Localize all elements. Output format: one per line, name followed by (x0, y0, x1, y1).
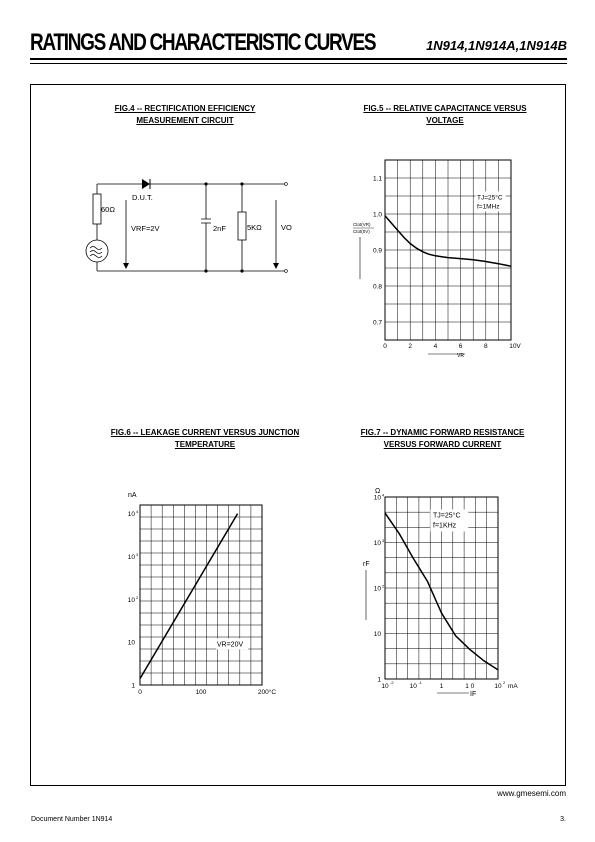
label-load: 5KΩ (247, 223, 262, 232)
fig6-caption-line2: TEMPERATURE (174, 440, 236, 449)
fig5-y-axis-label-bottom: Ctot(0V) (353, 229, 370, 234)
fig5-annotation-line2: f=1MHz (476, 203, 500, 211)
fig6-y-tick-label: 1 (131, 682, 135, 690)
fig7-y-tick-exponent: 4 (382, 492, 385, 498)
fig7-unit-label: Ω (375, 488, 381, 495)
fig5-y-tick-label: 0.7 (372, 319, 382, 327)
fig5-x-tick-label: 0 (383, 343, 387, 350)
fig5-y-tick-label: 0.9 (372, 247, 382, 255)
footer-document-number: Document Number 1N914 (31, 816, 113, 823)
part-numbers: 1N914,1N914A,1N914B (426, 38, 567, 53)
footer-page-number: 3. (560, 816, 566, 823)
fig7-x-tick-label: 10 (494, 683, 502, 690)
source-resistor (93, 194, 101, 224)
fig7-x-tick-label: 10 (409, 683, 417, 690)
fig5-caption-line2: VOLTAGE (426, 116, 464, 125)
label-resistor: 60Ω (101, 205, 115, 214)
fig7-y-tick-exponent: 2 (382, 583, 385, 589)
fig7-y-axis-label: rF (363, 561, 370, 568)
fig7-x-tick-exponent: -1 (418, 680, 422, 685)
fig7-chart (345, 482, 530, 697)
fig5-x-tick-label: 2 (408, 343, 413, 350)
fig6-y-tick-label: 10 (127, 639, 135, 647)
fig7-annotation-line1: TJ=25°C (433, 512, 461, 520)
fig6-x-tick-label: 0 (138, 689, 142, 696)
label-dut: D.U.T. (132, 193, 153, 202)
fig6-y-tick-exponent: 3 (136, 551, 139, 557)
fig7-x-tick-label: 1 (439, 683, 444, 690)
fig7-caption-line1: FIG.7 -- DYNAMIC FORWARD RESISTANCE (360, 428, 525, 437)
fig7-x-axis-label: IF (470, 691, 477, 698)
fig7-x-tick-label: 1 0 (465, 683, 475, 690)
fig7-caption-line2: VERSUS FORWARD CURRENT (383, 440, 502, 449)
footer-url[interactable]: www.gmesemi.com (497, 789, 566, 798)
fig6-unit-label: nA (128, 492, 137, 499)
fig6-caption (95, 427, 315, 451)
label-vo: VO (281, 223, 292, 232)
fig5-x-tick-label: 6 (458, 343, 463, 350)
fig5-y-tick-label: 1.0 (372, 211, 382, 219)
fig5-caption (335, 103, 555, 127)
fig7-y-tick-label: 10 (373, 631, 381, 638)
fig7-x-tick-exponent: 2 (503, 680, 506, 685)
node-dot (240, 182, 243, 185)
fig6-curve (140, 514, 238, 679)
fig4-caption-line2: MEASUREMENT CIRCUIT (136, 116, 234, 125)
fig5-x-tick-label: 10V (509, 343, 521, 350)
fig5-y-tick-label: 1.1 (372, 175, 382, 183)
fig5-x-tick-label: 8 (483, 343, 488, 350)
fig6-caption-line1: FIG.6 -- LEAKAGE CURRENT VERSUS JUNCTION (110, 428, 300, 437)
header-rule (30, 58, 567, 60)
fig7-annotation-line2: f=1KHz (433, 522, 457, 530)
node-dot (204, 269, 207, 272)
fig7-y-tick-label: 1 (377, 676, 381, 684)
node-dot (204, 182, 207, 185)
fig6-y-tick-label: 10 (127, 553, 135, 561)
fig6-plot-frame (140, 505, 262, 685)
fig5-y-axis-label-top: Ctot(VR) (353, 222, 371, 227)
fig6-y-tick-exponent: 4 (136, 509, 139, 515)
page-title: RATINGS AND CHARACTERISTIC CURVES (30, 30, 376, 57)
fig6-chart (110, 485, 277, 700)
fig7-y-tick-label: 10 (373, 585, 381, 593)
vo-arrow-head (273, 263, 279, 269)
node-dot (240, 269, 243, 272)
fig6-y-tick-label: 10 (127, 511, 135, 519)
label-vrf: VRF=2V (131, 224, 160, 233)
fig7-x-tick-label: 10 (381, 683, 389, 690)
fig6-y-tick-exponent: 2 (136, 594, 139, 600)
fig7-y-tick-label: 10 (373, 540, 381, 547)
output-terminal (285, 183, 288, 186)
fig7-x-unit: mA (508, 683, 518, 690)
label-cap: 2nF (213, 224, 226, 233)
output-terminal (285, 270, 288, 273)
fig5-annotation-line1: TJ=25°C (476, 194, 503, 202)
fig4-caption-line1: FIG.4 -- RECTIFICATION EFFICIENCY (114, 104, 256, 113)
ac-source (86, 240, 108, 262)
fig6-x-tick-label: 200°C (257, 689, 277, 696)
ac-source-wave (90, 247, 102, 258)
fig5-chart (340, 155, 540, 365)
fig4-caption (90, 103, 280, 127)
diode-symbol (142, 179, 150, 189)
capacitor-symbol (201, 219, 211, 223)
fig5-caption-line1: FIG.5 -- RELATIVE CAPACITANCE VERSUS (363, 104, 527, 113)
fig7-caption (335, 427, 550, 451)
fig6-x-tick-label: 100 (195, 689, 207, 696)
fig6-annotation: VR=20V (216, 641, 244, 649)
header-rule-thin (30, 63, 567, 64)
fig7-y-tick-label: 10 (373, 494, 381, 502)
fig7-y-tick-exponent: 3 (382, 538, 385, 543)
fig5-x-tick-label: 4 (433, 343, 438, 350)
fig4-circuit (80, 170, 300, 280)
vrf-arrow-head (123, 263, 129, 269)
fig5-y-tick-label: 0.8 (372, 283, 382, 291)
fig6-y-tick-label: 10 (127, 596, 135, 604)
fig7-x-tick-exponent: -2 (390, 680, 394, 685)
fig5-x-axis-label: VR (457, 353, 464, 359)
load-resistor (238, 212, 246, 240)
